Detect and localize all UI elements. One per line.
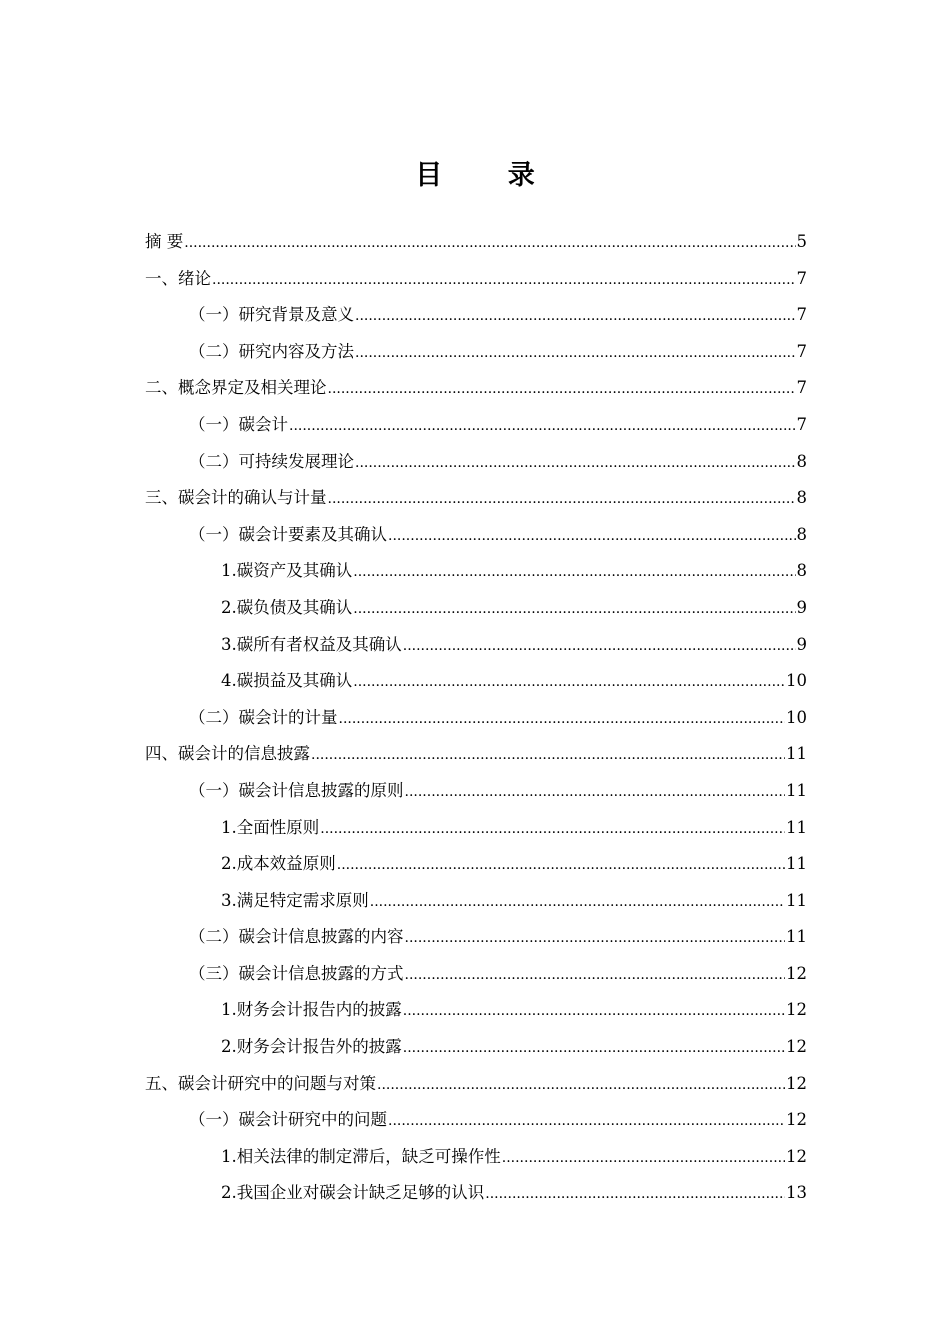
table-of-contents bbox=[145, 228, 807, 1216]
toc-entry-page: 5 bbox=[796, 232, 807, 251]
toc-entry-label: （一）研究背景及意义 bbox=[189, 305, 354, 325]
toc-entry[interactable] bbox=[145, 631, 807, 668]
toc-entry-label: 4.碳损益及其确认 bbox=[221, 671, 353, 691]
toc-leader-dots bbox=[370, 887, 785, 916]
toc-entry-label: 2.成本效益原则 bbox=[221, 854, 336, 874]
toc-entry-page: 12 bbox=[786, 1000, 807, 1020]
toc-entry-page: 7 bbox=[796, 305, 807, 325]
toc-entry-label: 二、概念界定及相关理论 bbox=[145, 378, 327, 398]
toc-entry-label: （一）碳会计 bbox=[189, 414, 288, 434]
toc-entry-page: 8 bbox=[796, 488, 807, 508]
toc-entry-label: 1.全面性原则 bbox=[221, 817, 320, 837]
toc-leader-dots bbox=[328, 484, 796, 513]
toc-entry[interactable] bbox=[145, 1106, 807, 1143]
toc-entry-label: （二）可持续发展理论 bbox=[189, 451, 354, 471]
toc-entry-page: 10 bbox=[786, 707, 807, 727]
toc-entry[interactable] bbox=[145, 338, 807, 375]
toc-entry-page: 7 bbox=[796, 268, 807, 288]
toc-entry-label: 五、碳会计研究中的问题与对策 bbox=[145, 1073, 376, 1093]
toc-entry-page: 12 bbox=[786, 1073, 807, 1093]
toc-entry[interactable] bbox=[145, 887, 807, 924]
toc-entry[interactable] bbox=[145, 704, 807, 741]
toc-entry-page: 11 bbox=[786, 927, 807, 947]
toc-entry[interactable] bbox=[145, 265, 807, 302]
toc-entry[interactable] bbox=[145, 777, 807, 814]
toc-entry-label: （二）碳会计信息披露的内容 bbox=[189, 927, 404, 947]
toc-entry-page: 12 bbox=[786, 1110, 807, 1130]
toc-entry-label: （三）碳会计信息披露的方式 bbox=[189, 963, 404, 983]
page-title: 目 录 bbox=[415, 160, 563, 191]
toc-entry[interactable] bbox=[145, 374, 807, 411]
toc-entry-label: 四、碳会计的信息披露 bbox=[145, 744, 310, 764]
toc-entry[interactable] bbox=[145, 301, 807, 338]
toc-leader-dots bbox=[289, 411, 796, 440]
toc-entry-page: 10 bbox=[786, 671, 807, 691]
toc-leader-dots bbox=[212, 265, 796, 294]
toc-entry-label: （二）研究内容及方法 bbox=[189, 341, 354, 361]
toc-leader-dots bbox=[388, 1106, 785, 1135]
toc-entry-label: （一）碳会计研究中的问题 bbox=[189, 1110, 387, 1130]
toc-entry-label: 2.我国企业对碳会计缺乏足够的认识 bbox=[221, 1183, 485, 1203]
toc-leader-dots bbox=[184, 228, 795, 257]
toc-leader-dots bbox=[353, 667, 785, 696]
toc-entry-label: （一）碳会计要素及其确认 bbox=[189, 524, 387, 544]
toc-leader-dots bbox=[377, 1070, 785, 1099]
toc-leader-dots bbox=[337, 850, 785, 879]
toc-leader-dots bbox=[405, 777, 786, 806]
toc-leader-dots bbox=[328, 374, 796, 403]
toc-entry[interactable] bbox=[145, 411, 807, 448]
toc-entry-page: 7 bbox=[796, 341, 807, 361]
toc-entry-page: 11 bbox=[786, 854, 807, 874]
toc-entry[interactable] bbox=[145, 594, 807, 631]
toc-leader-dots bbox=[320, 814, 785, 843]
toc-leader-dots bbox=[403, 631, 796, 660]
toc-entry[interactable] bbox=[145, 667, 807, 704]
toc-entry-label: 摘 要 bbox=[145, 232, 184, 251]
toc-entry-label: 2.碳负债及其确认 bbox=[221, 597, 353, 617]
toc-entry-page: 12 bbox=[786, 1037, 807, 1057]
toc-entry-page: 7 bbox=[796, 378, 807, 398]
toc-entry-page: 13 bbox=[786, 1183, 807, 1203]
toc-entry-label: 一、绪论 bbox=[145, 268, 211, 288]
toc-entry-label: （一）碳会计信息披露的原则 bbox=[189, 780, 404, 800]
toc-entry-label: 1.财务会计报告内的披露 bbox=[221, 1000, 402, 1020]
toc-leader-dots bbox=[405, 923, 786, 952]
toc-leader-dots bbox=[355, 301, 796, 330]
toc-entry[interactable] bbox=[145, 814, 807, 851]
toc-entry-page: 12 bbox=[786, 1146, 807, 1166]
toc-entry-label: 3.满足特定需求原则 bbox=[221, 890, 369, 910]
toc-entry[interactable] bbox=[145, 996, 807, 1033]
toc-entry[interactable] bbox=[145, 484, 807, 521]
toc-leader-dots bbox=[403, 996, 785, 1025]
toc-entry[interactable] bbox=[145, 1143, 807, 1180]
toc-entry[interactable] bbox=[145, 740, 807, 777]
toc-entry-label: 三、碳会计的确认与计量 bbox=[145, 488, 327, 508]
toc-leader-dots bbox=[355, 338, 796, 367]
toc-leader-dots bbox=[353, 557, 795, 586]
toc-leader-dots bbox=[485, 1179, 785, 1208]
toc-entry-page: 8 bbox=[796, 524, 807, 544]
toc-entry-label: 1.碳资产及其确认 bbox=[221, 561, 353, 581]
toc-entry-label: 1.相关法律的制定滞后，缺乏可操作性 bbox=[221, 1146, 501, 1166]
toc-entry[interactable] bbox=[145, 1070, 807, 1107]
toc-entry-page: 7 bbox=[796, 414, 807, 434]
toc-entry[interactable] bbox=[145, 1033, 807, 1070]
toc-entry[interactable] bbox=[145, 923, 807, 960]
toc-entry-page: 12 bbox=[786, 963, 807, 983]
toc-entry[interactable] bbox=[145, 448, 807, 485]
toc-leader-dots bbox=[403, 1033, 785, 1062]
toc-entry[interactable] bbox=[145, 960, 807, 997]
toc-entry-label: 2.财务会计报告外的披露 bbox=[221, 1037, 402, 1057]
toc-entry[interactable] bbox=[145, 521, 807, 558]
toc-entry-page: 11 bbox=[786, 817, 807, 837]
toc-entry-label: 3.碳所有者权益及其确认 bbox=[221, 634, 402, 654]
toc-leader-dots bbox=[405, 960, 786, 989]
toc-entry-page: 8 bbox=[796, 451, 807, 471]
toc-entry[interactable] bbox=[145, 1179, 807, 1216]
toc-entry-page: 11 bbox=[786, 890, 807, 910]
toc-entry[interactable] bbox=[145, 228, 807, 265]
toc-entry-page: 9 bbox=[796, 634, 807, 654]
toc-entry-page: 11 bbox=[786, 780, 807, 800]
toc-entry-page: 9 bbox=[796, 597, 807, 617]
toc-entry-page: 11 bbox=[786, 744, 807, 764]
toc-entry[interactable] bbox=[145, 557, 807, 594]
toc-leader-dots bbox=[339, 704, 786, 733]
toc-leader-dots bbox=[355, 448, 796, 477]
toc-entry-label: （二）碳会计的计量 bbox=[189, 707, 338, 727]
toc-leader-dots bbox=[388, 521, 796, 550]
toc-entry[interactable] bbox=[145, 850, 807, 887]
toc-entry-page: 8 bbox=[796, 561, 807, 581]
toc-leader-dots bbox=[502, 1143, 785, 1172]
toc-leader-dots bbox=[353, 594, 795, 623]
toc-leader-dots bbox=[311, 740, 785, 769]
